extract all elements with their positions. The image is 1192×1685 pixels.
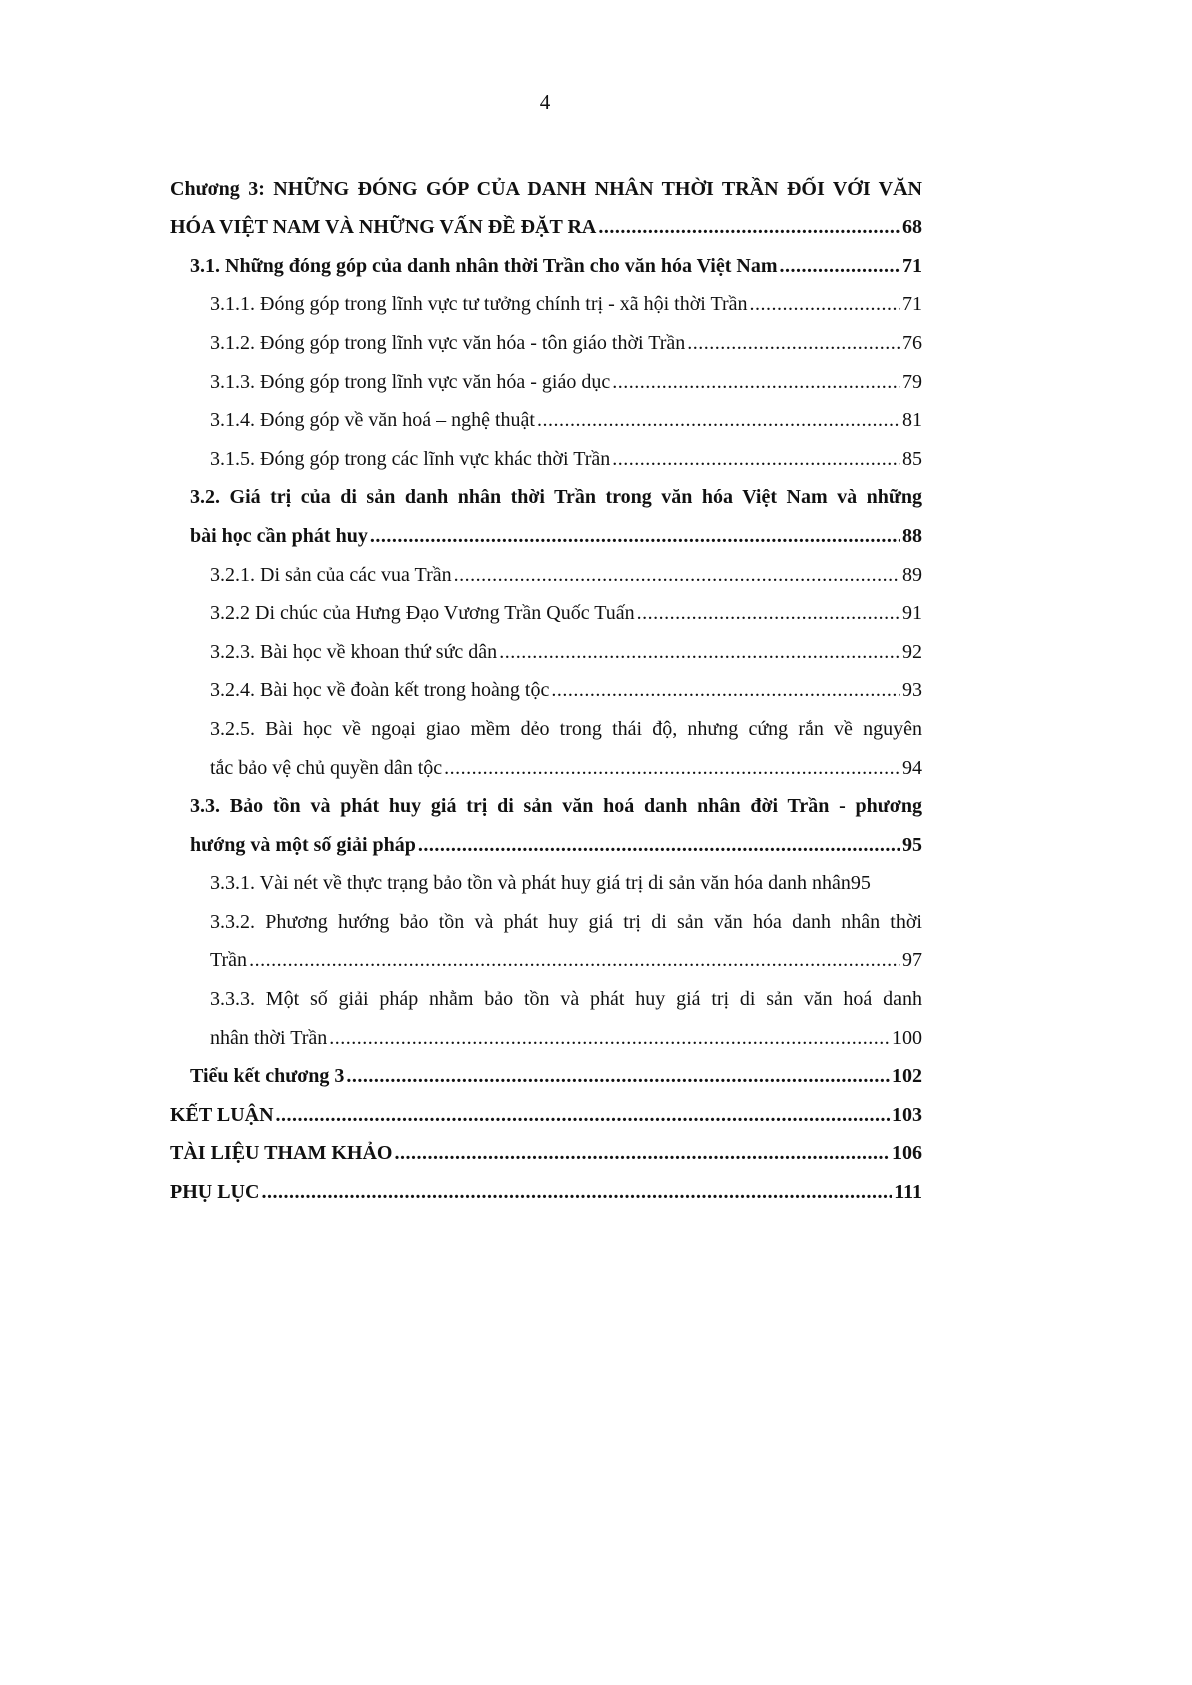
toc-entry-title: 3.2.5. Bài học về ngoại giao mềm dẻo trong thái độ, nhưng cứng rắn về nguyên	[210, 717, 922, 740]
toc-leader-dots	[418, 834, 900, 857]
toc-entry	[170, 664, 922, 703]
toc-entry	[170, 201, 922, 240]
toc-entry-title: hướng và một số giải pháp	[190, 833, 416, 856]
toc-leader-dots	[329, 1027, 890, 1050]
toc-entry-title: 3.2.2 Di chúc của Hưng Đạo Vương Trần Quốc Tuấn	[210, 602, 635, 625]
toc-entry-title: 3.2.3. Bài học về khoan thứ sức dân	[210, 640, 498, 663]
toc-entry	[170, 239, 922, 278]
toc-entry	[170, 1088, 922, 1127]
toc-entry-title: 3.2.1. Di sản của các vua Trần	[210, 563, 452, 586]
toc-entry-title: tắc bảo vệ chủ quyền dân tộc	[210, 756, 443, 779]
toc-entry	[170, 355, 922, 394]
toc-entry-page: 95	[850, 872, 871, 895]
toc-leader-dots	[249, 949, 900, 972]
toc-leader-dots	[261, 1181, 892, 1204]
toc-entry-page: 94	[902, 756, 922, 779]
toc-entry-page: 106	[892, 1142, 922, 1165]
toc-entry	[170, 509, 922, 548]
toc-entry-page: 97	[902, 949, 922, 972]
toc-entry-title: 3.1.2. Đóng góp trong lĩnh vực văn hóa - tôn giáo thời Trần	[210, 331, 686, 354]
toc-leader-dots	[454, 564, 900, 587]
toc-entry	[170, 702, 922, 741]
toc-entry-title: 3.1. Những đóng góp của danh nhân thời Trần cho văn hóa Việt Nam	[190, 254, 778, 277]
toc-entry-page: 102	[892, 1065, 922, 1088]
toc-entry-title: 3.3.3. Một số giải pháp nhằm bảo tồn và phát huy giá trị di sản văn hoá danh	[210, 988, 922, 1011]
toc-entry-title: HÓA VIỆT NAM VÀ NHỮNG VẤN ĐỀ ĐẶT RA	[170, 216, 597, 239]
toc-entry-title: Trần	[210, 949, 248, 972]
toc-entry-page: 68	[902, 216, 922, 239]
toc-entry-page: 88	[902, 524, 922, 547]
toc-entry-title: bài học cần phát huy	[190, 524, 368, 547]
toc-leader-dots	[598, 216, 900, 239]
toc-entry-page: 100	[892, 1026, 922, 1049]
toc-leader-dots	[394, 1142, 890, 1165]
toc-leader-dots	[750, 293, 900, 316]
toc-entry-page: 111	[894, 1181, 922, 1204]
toc-entry	[170, 780, 922, 819]
toc-entry-page: 71	[902, 293, 922, 316]
toc-entry	[170, 972, 922, 1011]
toc-entry	[170, 394, 922, 433]
toc-entry-title: KẾT LUẬN	[170, 1103, 274, 1126]
toc-leader-dots	[537, 409, 900, 432]
table-of-contents	[170, 162, 922, 1204]
toc-entry-title: TÀI LIỆU THAM KHẢO	[170, 1142, 393, 1165]
toc-entry-title: Chương 3: NHỮNG ĐÓNG GÓP CỦA DANH NHÂN THỜI TRẦN ĐỐI VỚI VĂN	[170, 177, 922, 200]
toc-entry	[170, 1165, 922, 1204]
toc-entry	[170, 1127, 922, 1166]
toc-entry-page: 91	[902, 602, 922, 625]
toc-entry-title: 3.3.1. Vài nét về thực trạng bảo tồn và phát huy giá trị di sản văn hóa danh nhân	[210, 872, 851, 895]
toc-entry-title: 3.1.4. Đóng góp về văn hoá – nghệ thuật	[210, 409, 535, 432]
toc-entry-page: 76	[902, 331, 922, 354]
toc-entry	[170, 1050, 922, 1089]
toc-entry-title: 3.3.2. Phương hướng bảo tồn và phát huy giá trị di sản văn hóa danh nhân thời	[210, 910, 922, 933]
toc-entry	[170, 818, 922, 857]
toc-entry-page: 89	[902, 563, 922, 586]
toc-entry	[170, 741, 922, 780]
toc-entry-title: 3.1.3. Đóng góp trong lĩnh vực văn hóa - giáo dục	[210, 370, 611, 393]
toc-entry-page: 81	[902, 409, 922, 432]
toc-leader-dots	[687, 332, 900, 355]
toc-entry-title: nhân thời Trần	[210, 1026, 328, 1049]
toc-entry	[170, 857, 922, 896]
toc-entry-page: 92	[902, 640, 922, 663]
toc-entry	[170, 548, 922, 587]
toc-leader-dots	[370, 525, 900, 548]
toc-leader-dots	[612, 448, 900, 471]
toc-entry	[170, 934, 922, 973]
toc-leader-dots	[612, 371, 900, 394]
toc-entry	[170, 278, 922, 317]
toc-leader-dots	[346, 1065, 890, 1088]
toc-entry-page: 85	[902, 447, 922, 470]
toc-leader-dots	[637, 602, 900, 625]
toc-entry-page: 103	[892, 1103, 922, 1126]
toc-entry-title: Tiểu kết chương 3	[190, 1065, 345, 1088]
toc-entry	[170, 1011, 922, 1050]
toc-entry	[170, 316, 922, 355]
toc-entry-title: PHỤ LỤC	[170, 1181, 260, 1204]
toc-entry-title: 3.1.1. Đóng góp trong lĩnh vực tư tưởng chính trị - xã hội thời Trần	[210, 293, 748, 316]
toc-entry	[170, 895, 922, 934]
toc-entry-title: 3.1.5. Đóng góp trong các lĩnh vực khác thời Trần	[210, 447, 611, 470]
toc-entry-title: 3.2.4. Bài học về đoàn kết trong hoàng tộc	[210, 679, 550, 702]
toc-leader-dots	[499, 641, 900, 664]
toc-entry	[170, 587, 922, 626]
toc-entry	[170, 471, 922, 510]
toc-entry-title: 3.2. Giá trị của di sản danh nhân thời Trần trong văn hóa Việt Nam và những	[190, 486, 922, 509]
toc-entry	[170, 625, 922, 664]
toc-entry-page: 71	[902, 254, 922, 277]
toc-entry	[170, 432, 922, 471]
toc-leader-dots	[551, 679, 900, 702]
toc-entry-page: 79	[902, 370, 922, 393]
toc-leader-dots	[780, 255, 901, 278]
toc-leader-dots	[276, 1104, 890, 1127]
toc-leader-dots	[444, 757, 900, 780]
toc-entry	[170, 162, 922, 201]
toc-entry-title: 3.3. Bảo tồn và phát huy giá trị di sản văn hoá danh nhân đời Trần - phương	[190, 795, 922, 818]
toc-entry-page: 95	[902, 833, 922, 856]
toc-entry-page: 93	[902, 679, 922, 702]
page-number: 4	[539, 90, 551, 114]
